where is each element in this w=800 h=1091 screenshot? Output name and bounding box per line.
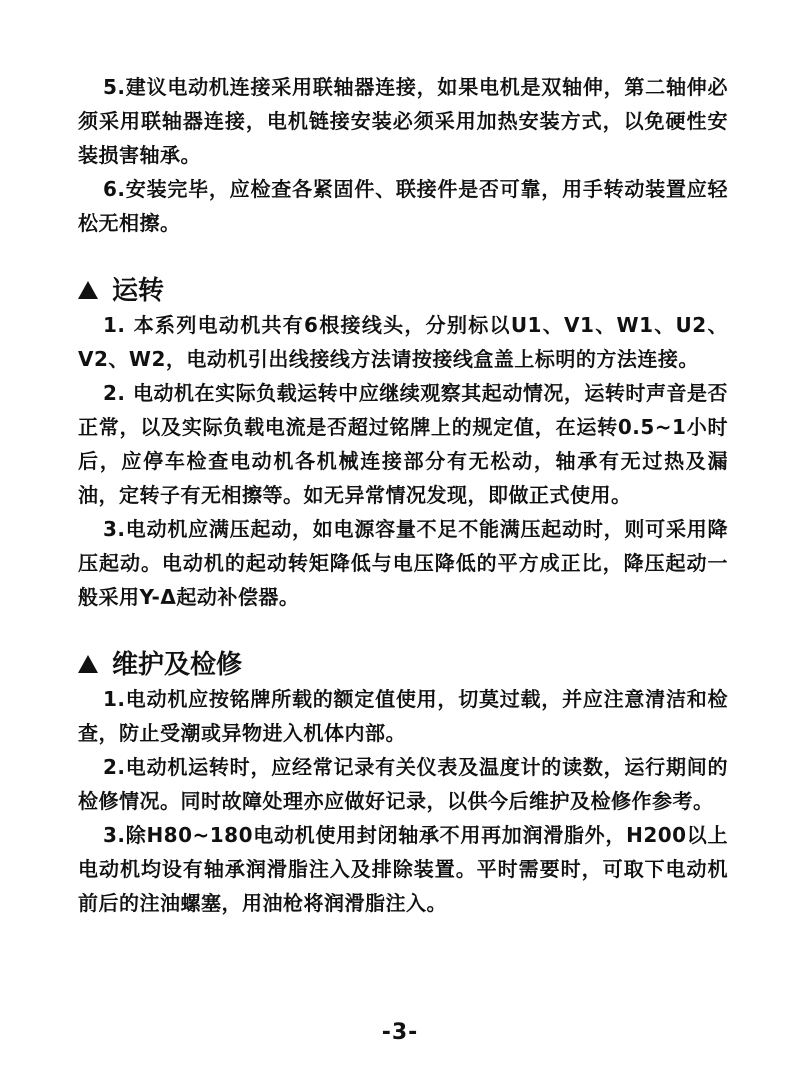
page-number: -3- <box>381 1020 419 1045</box>
operation-item-1: 1. 本系列电动机共有6根接线头，分别标以U1、V1、W1、U2、V2、W2，电动机引出线接线方法请按接线盒盖上标明的方法连接。 <box>78 313 728 371</box>
operation-heading <box>78 274 728 308</box>
page-body <box>78 70 728 920</box>
triangle-bullet-icon <box>78 655 98 673</box>
triangle-bullet-icon <box>78 281 98 299</box>
operation-item-3: 3.电动机应满压起动，如电源容量不足不能满压起动时，则可采用降压起动。电动机的起动转矩降低与电压降低的平方成正比，降压起动一般采用Y-Δ起动补偿器。 <box>78 517 728 609</box>
maintenance-item-3: 3.除H80~180电动机使用封闭轴承不用再加润滑脂外，H200以上电动机均设有轴承润滑脂注入及排除装置。平时需要时，可取下电动机前后的注油螺塞，用油枪将润滑脂注入。 <box>78 823 728 915</box>
operation-heading-text: 运转 <box>112 276 165 306</box>
maintenance-heading-text: 维护及检修 <box>112 650 243 680</box>
maintenance-heading <box>78 648 728 682</box>
install-item-6: 6.安装完毕，应检查各紧固件、联接件是否可靠，用手转动装置应轻松无相擦。 <box>78 177 728 235</box>
install-item-5: 5.建议电动机连接采用联轴器连接，如果电机是双轴伸，第二轴伸必须采用联轴器连接，电机链接安装必须采用加热安装方式，以免硬性安装损害轴承。 <box>78 75 728 167</box>
maintenance-item-1: 1.电动机应按铭牌所载的额定值使用，切莫过载，并应注意清洁和检查，防止受潮或异物进入机体内部。 <box>78 687 728 745</box>
maintenance-item-2: 2.电动机运转时，应经常记录有关仪表及温度计的读数，运行期间的检修情况。同时故障处理亦应做好记录，以供今后维护及检修作参考。 <box>78 755 728 813</box>
operation-item-2: 2. 电动机在实际负载运转中应继续观察其起动情况，运转时声音是否正常，以及实际负载电流是否超过铭牌上的规定值，在运转0.5~1小时后，应停车检查电动机各机械连接部分有无松动，轴承有无过热及漏油，定转子有无相擦等。如无异常情况发现，即做正式使用。 <box>78 381 728 507</box>
